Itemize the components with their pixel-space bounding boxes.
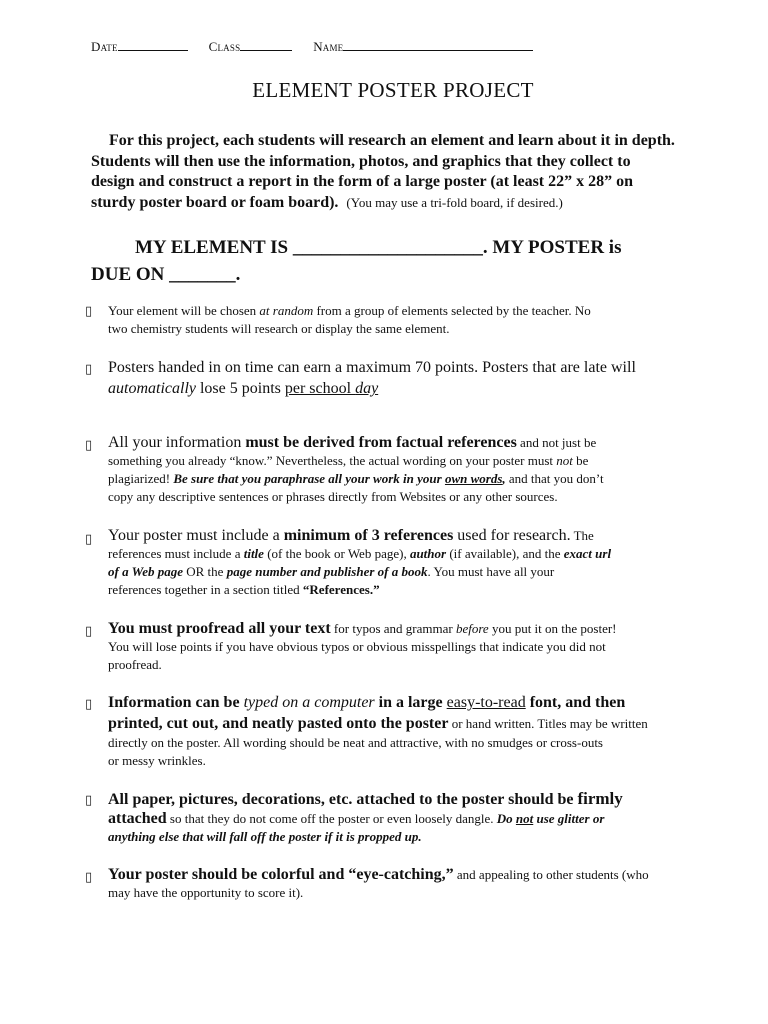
item-text: per school: [284, 380, 356, 397]
item-text: may have the opportunity to score it).: [108, 885, 304, 900]
bullet-icon: ▯: [85, 697, 93, 712]
bullet-icon: ▯: [85, 362, 93, 377]
intro-line-4: sturdy poster board or foam board).: [91, 193, 339, 211]
item-text: typed on a computer: [243, 694, 375, 711]
class-label: Class: [208, 39, 241, 54]
item-text: page number and publisher of a book: [226, 564, 428, 579]
item-text: author: [409, 546, 447, 561]
item-text: something you already “know.” Nevertheless, the actual wording on your poster must: [108, 453, 557, 468]
item-text: The: [570, 528, 594, 543]
item-text: All paper, pictures, decorations, etc. attached to the poster should be: [108, 791, 578, 808]
list-item: [108, 866, 704, 902]
bullet-icon: ▯: [85, 793, 93, 808]
header-fields: [91, 38, 533, 55]
bullet-icon: ▯: [85, 304, 93, 319]
item-text: firmly: [577, 789, 623, 808]
poster-size: at least 22” x 28”: [495, 173, 613, 190]
item-text: plagiarized!: [108, 471, 174, 486]
element-assignment: [91, 234, 691, 288]
tri-fold-note: (You may use a tri-fold board, if desired.): [346, 194, 563, 210]
item-text: Posters handed in on time can earn a maximum 70 points. Posters that are late will: [108, 359, 636, 376]
item-text: before: [455, 621, 489, 636]
list-item: [108, 692, 704, 770]
page-title: ELEMENT POSTER PROJECT: [252, 78, 534, 102]
list-item: [108, 620, 704, 674]
item-text: ,: [502, 471, 506, 486]
item-text: you put it on the poster!: [488, 621, 617, 636]
item-text: easy-to-read: [446, 694, 526, 711]
item-text: Your poster should be colorful and “eye-catching,”: [108, 866, 454, 883]
item-text: and appealing to other students (who: [453, 867, 649, 882]
item-text: use glitter or: [533, 811, 605, 826]
intro-line-3: design and construct a report in the form of a large poster (: [91, 173, 496, 190]
item-text: lose 5 points: [195, 380, 285, 397]
item-text: in a large: [374, 694, 447, 711]
item-text: from a group of elements selected by the teacher. No: [313, 303, 591, 318]
item-text: title: [243, 546, 264, 561]
item-text: directly on the poster. All wording should be neat and attractive, with no smudges or cross-outs: [108, 735, 603, 750]
item-text: not: [556, 453, 573, 468]
item-text: . You must have all your: [427, 564, 555, 579]
item-text: OR the: [182, 564, 227, 579]
item-text: be: [572, 453, 589, 468]
item-text: day: [355, 380, 379, 397]
date-blank[interactable]: [118, 38, 188, 51]
item-text: attached: [108, 810, 167, 827]
intro-line-3-end: on: [612, 173, 634, 190]
list-item: [108, 302, 704, 338]
item-text: (if available), and the: [446, 546, 564, 561]
bullet-icon: ▯: [85, 870, 93, 885]
element-line-2: DUE ON _______.: [91, 264, 241, 285]
item-text: at random: [259, 303, 314, 318]
item-text: references must include a: [108, 546, 244, 561]
item-text: font, and then: [525, 694, 626, 711]
bullet-icon: ▯: [85, 438, 93, 453]
item-text: copy any descriptive sentences or phrases directly from Websites or any other sources.: [108, 489, 558, 504]
item-text: Information can be: [108, 694, 244, 711]
bullet-icon: ▯: [85, 624, 93, 639]
item-text: anything else that will fall off the poster if it is propped up.: [108, 829, 422, 844]
date-label: Date: [91, 39, 118, 54]
intro-paragraph: [91, 131, 691, 213]
item-text: You must proofread all your text: [108, 620, 331, 637]
bullet-icon: ▯: [85, 532, 93, 547]
name-label: Name: [313, 39, 344, 54]
item-text: Be sure that you paraphrase all your work in your: [173, 471, 445, 486]
item-text: Your element will be chosen: [108, 303, 260, 318]
item-text: for typos and grammar: [330, 621, 456, 636]
item-text: own words: [444, 471, 503, 486]
item-text: references together in a section titled: [108, 582, 303, 597]
item-text: so that they do not come off the poster or even loosely dangle.: [166, 811, 497, 826]
class-blank[interactable]: [240, 38, 292, 51]
item-text: or messy wrinkles.: [108, 753, 206, 768]
item-text: proofread.: [108, 657, 162, 672]
list-item: [108, 527, 704, 599]
item-text: used for research.: [453, 527, 571, 544]
item-text: printed, cut out, and neatly pasted onto the poster: [108, 715, 449, 732]
item-text: of a Web page: [108, 564, 183, 579]
intro-line-1: For this project, each students will research an element and learn about it in depth.: [109, 132, 675, 149]
item-text: “References.”: [302, 582, 380, 597]
list-item: [108, 434, 704, 506]
item-text: must be derived from factual references: [245, 434, 517, 451]
item-text: All your information: [108, 434, 246, 451]
item-text: Do: [496, 811, 516, 826]
list-item: [108, 357, 704, 399]
item-text: Your poster must include a: [108, 527, 284, 544]
name-blank[interactable]: [343, 38, 533, 51]
item-text: not: [515, 811, 534, 826]
item-text: and that you don’t: [505, 471, 604, 486]
item-text: automatically: [108, 380, 196, 397]
intro-line-2: Students will then use the information, photos, and graphics that they collect to: [91, 152, 631, 170]
item-text: or hand written. Titles may be written: [448, 716, 648, 731]
element-line-1: MY ELEMENT IS ____________________. MY POSTER is: [135, 237, 622, 258]
list-item: [108, 788, 704, 846]
item-text: exact url: [563, 546, 612, 561]
item-text: (of the book or Web page),: [263, 546, 410, 561]
item-text: You will lose points if you have obvious typos or obvious misspellings that indicate you did not: [108, 639, 606, 654]
item-text: and not just be: [516, 435, 597, 450]
item-text: two chemistry students will research or display the same element.: [108, 321, 450, 336]
item-text: minimum of 3 references: [283, 527, 454, 544]
